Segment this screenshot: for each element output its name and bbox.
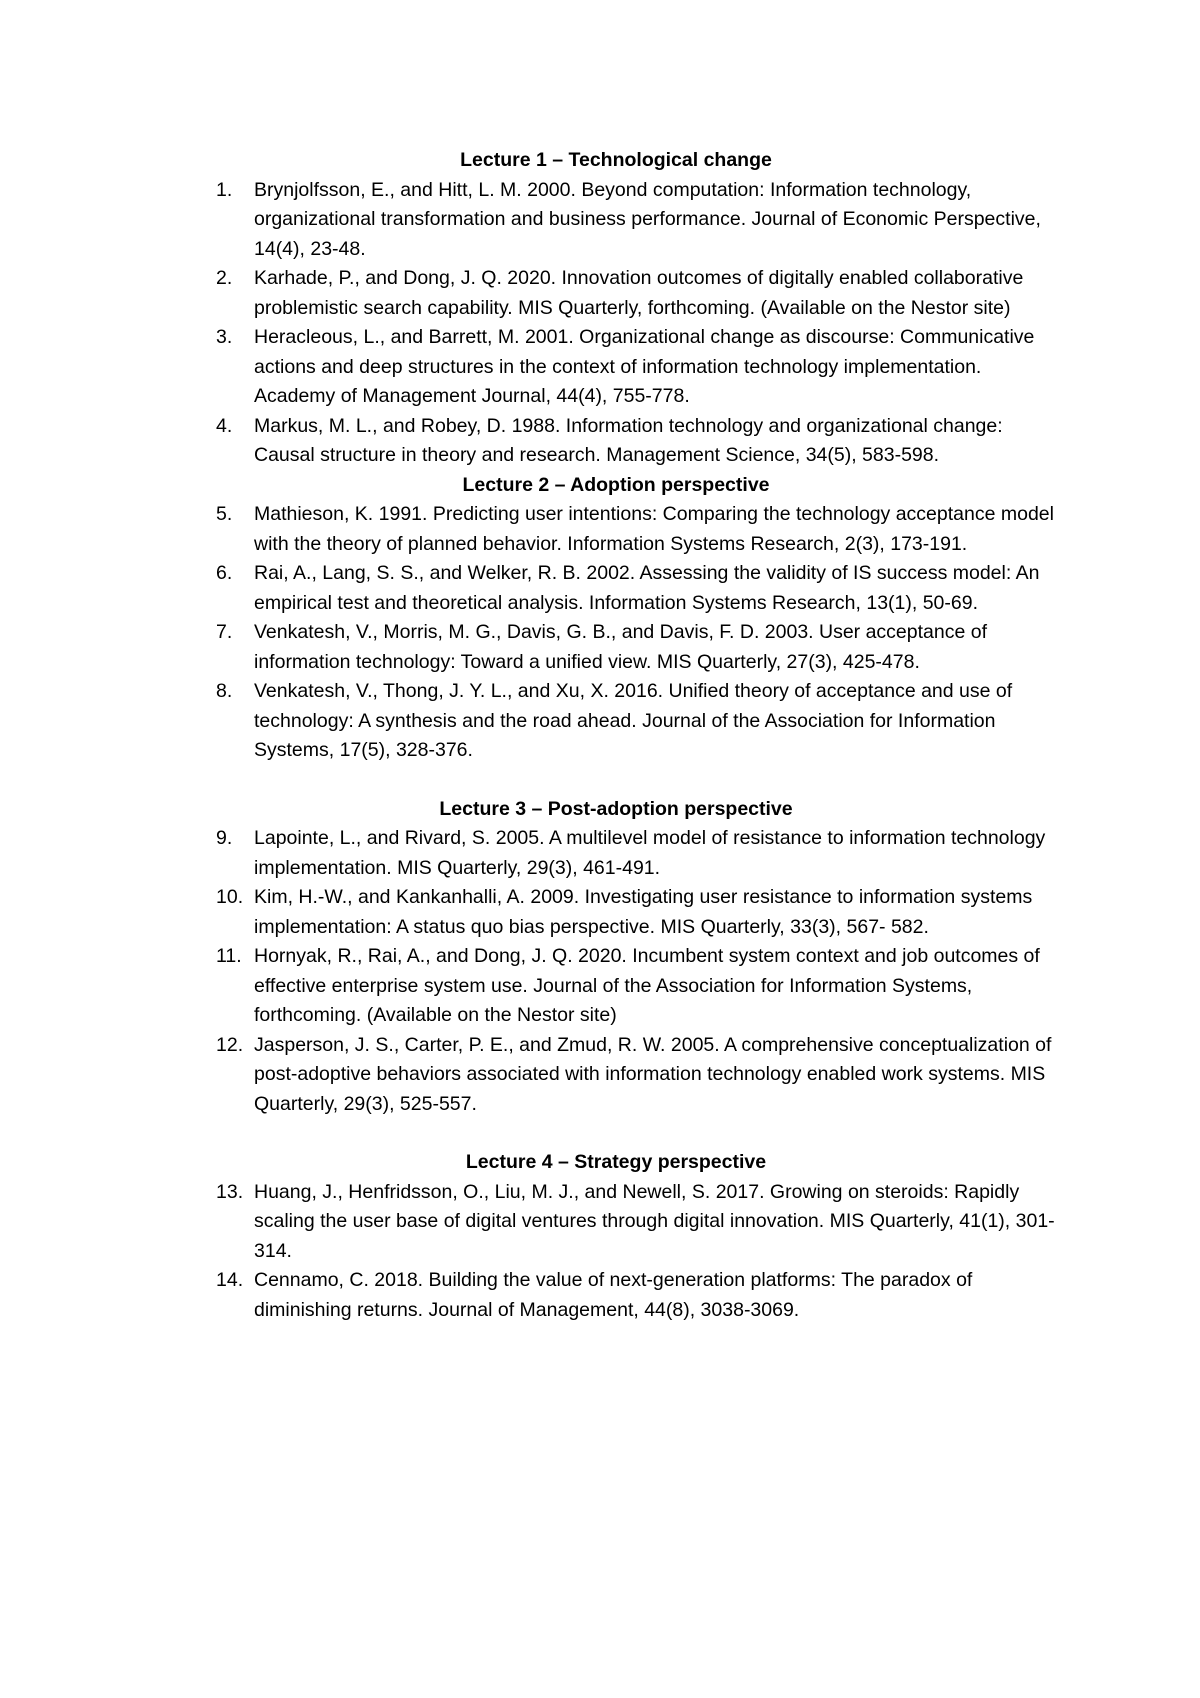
reference-text: Markus, M. L., and Robey, D. 1988. Information technology and organizational change: Causal structure in theory and research. Management Science, 34(5), 583-598. [254, 414, 1003, 466]
reference-number: 6. [216, 562, 233, 584]
reference-number: 5. [216, 503, 233, 525]
reference-item [216, 618, 1056, 677]
reference-number: 4. [216, 414, 233, 437]
reference-item [216, 264, 1056, 323]
reference-number: 3. [216, 326, 233, 348]
reference-list [216, 500, 1056, 766]
reference-text: Lapointe, L., and Rivard, S. 2005. A multilevel model of resistance to information technology implementation. MIS Quarterly, 29(3), 461-491. [254, 827, 1046, 879]
reference-item [216, 412, 1056, 471]
reference-item [216, 559, 1056, 618]
reference-number: 12. [216, 1033, 244, 1056]
reference-text: Jasperson, J. S., Carter, P. E., and Zmud, R. W. 2005. A comprehensive conceptualization of post-adoptive behaviors associated with information technology enabled work systems. MIS Quarterly, 29(3), 525-557. [254, 1033, 1052, 1115]
reference-text: Mathieson, K. 1991. Predicting user intentions: Comparing the technology acceptance model with the theory of planned behavior. Information Systems Research, 2(3), 173-191. [254, 503, 1054, 555]
reference-item [216, 500, 1056, 559]
reference-text: Heracleous, L., and Barrett, M. 2001. Organizational change as discourse: Communicative actions and deep structures in the context of information technology implementation. Academy of Management Journal, 44(4), 755-778. [254, 326, 1035, 407]
reference-number: 10. [216, 886, 244, 908]
reference-number: 2. [216, 267, 233, 289]
lecture-heading: Lecture 1 – Technological change [460, 149, 772, 171]
reference-number: 11. [216, 945, 242, 967]
reference-list [216, 824, 1056, 1119]
reference-list [216, 176, 1056, 471]
reference-item [216, 176, 1056, 265]
reference-item [216, 1178, 1056, 1267]
lecture-4-section [216, 1148, 1056, 1325]
lecture-heading: Lecture 2 – Adoption perspective [462, 473, 770, 496]
lecture-heading: Lecture 3 – Post-adoption perspective [439, 797, 793, 820]
reference-item [216, 323, 1056, 412]
reference-text: Rai, A., Lang, S. S., and Welker, R. B. 2002. Assessing the validity of IS success model: An empirical test and theoretical analysis. Information Systems Research, 13(1), 50-69. [254, 562, 1040, 614]
reference-list [216, 1178, 1056, 1326]
reference-item [216, 824, 1056, 883]
lecture-3-section [216, 795, 1056, 1120]
reference-text: Venkatesh, V., Thong, J. Y. L., and Xu, X. 2016. Unified theory of acceptance and use of technology: A synthesis and the road ahead. Journal of the Association for Information Systems, 17(5), 328-376. [254, 680, 1013, 761]
lecture-heading: Lecture 4 – Strategy perspective [465, 1151, 767, 1173]
reference-item [216, 942, 1056, 1031]
reference-text: Brynjolfsson, E., and Hitt, L. M. 2000. Beyond computation: Information technology, organizational transformation and business performance. Journal of Economic Perspective, 14(4), 23-48. [254, 178, 1041, 260]
lecture-1-section [216, 146, 1056, 471]
reference-number: 7. [216, 621, 233, 643]
reference-item [216, 1266, 1056, 1325]
reference-text: Karhade, P., and Dong, J. Q. 2020. Innovation outcomes of digitally enabled collaborative problemistic search capability. MIS Quarterly, forthcoming. (Available on the Nestor site) [254, 267, 1024, 319]
reference-number: 1. [216, 178, 233, 201]
reference-item [216, 883, 1056, 942]
reference-item [216, 1031, 1056, 1120]
reading-list [216, 146, 1056, 1325]
reference-number: 13. [216, 1180, 244, 1203]
reference-text: Huang, J., Henfridsson, O., Liu, M. J., and Newell, S. 2017. Growing on steroids: Rapidly scaling the user base of digital ventures through digital innovation. MIS Quarterly, 41(1), 301-314. [254, 1180, 1055, 1262]
reference-number: 8. [216, 680, 233, 702]
reference-number: 14. [216, 1269, 244, 1291]
reference-number: 9. [216, 827, 233, 849]
reference-text: Venkatesh, V., Morris, M. G., Davis, G. B., and Davis, F. D. 2003. User acceptance of information technology: Toward a unified view. MIS Quarterly, 27(3), 425-478. [254, 621, 988, 673]
reference-item [216, 677, 1056, 766]
lecture-2-section [216, 471, 1056, 766]
reference-text: Cennamo, C. 2018. Building the value of next-generation platforms: The paradox of diminishing returns. Journal of Management, 44(8), 3038-3069. [254, 1269, 973, 1321]
reference-text: Kim, H.-W., and Kankanhalli, A. 2009. Investigating user resistance to information systems implementation: A status quo bias perspective. MIS Quarterly, 33(3), 567- 582. [254, 886, 1033, 938]
reference-text: Hornyak, R., Rai, A., and Dong, J. Q. 2020. Incumbent system context and job outcomes of effective enterprise system use. Journal of the Association for Information Systems, forthcoming. (Available on the Nestor site) [254, 945, 1040, 1026]
